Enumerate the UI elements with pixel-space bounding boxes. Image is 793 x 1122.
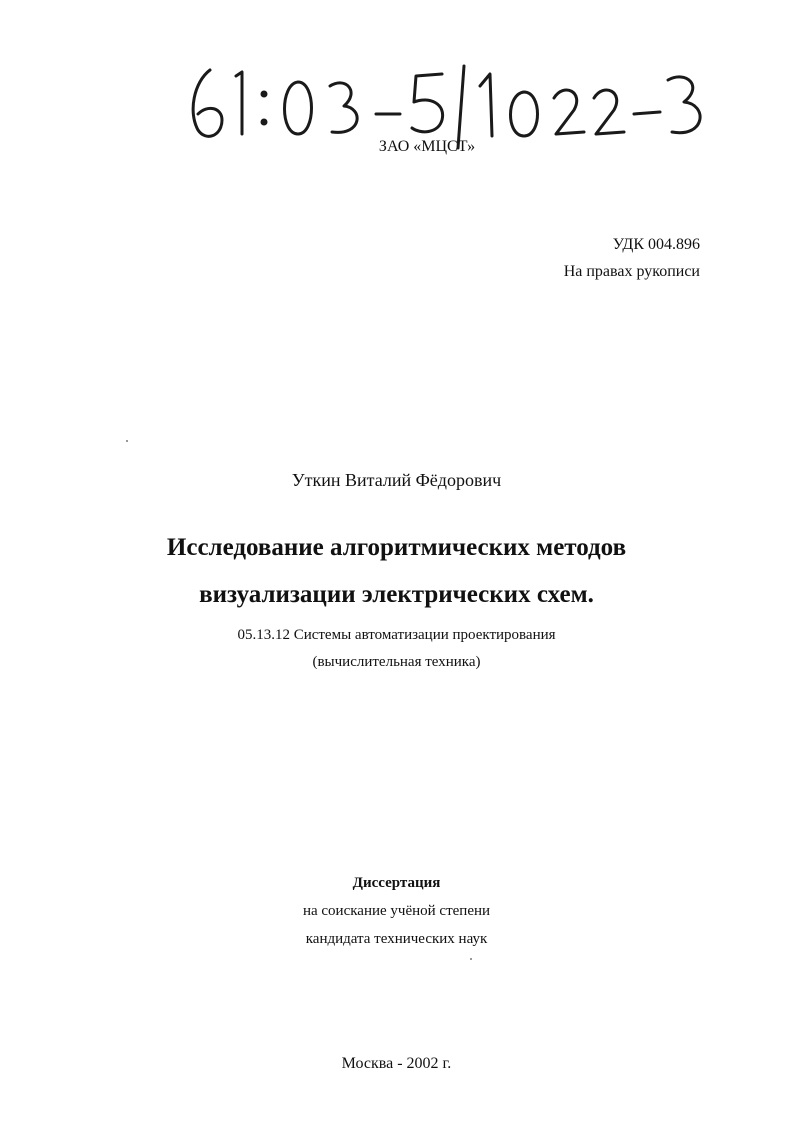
rights-note: На правах рукописи xyxy=(563,263,700,280)
scan-speck xyxy=(470,958,472,960)
document-type: Диссертация xyxy=(352,875,441,891)
author-name: Уткин Виталий Фёдорович xyxy=(291,470,502,490)
scan-speck xyxy=(126,440,128,442)
specialty-line-2: (вычислительная техника) xyxy=(312,654,481,670)
city-year: Москва - 2002 г. xyxy=(341,1055,452,1072)
degree-line-1: на соискание учёной степени xyxy=(302,903,491,919)
title-line-2: визуализации электрических схем. xyxy=(199,581,594,608)
degree-line-2: кандидата технических наук xyxy=(305,931,488,947)
udk-code: УДК 004.896 xyxy=(612,236,700,253)
title-line-1: Исследование алгоритмических методов xyxy=(166,534,627,561)
organization-name: ЗАО «МЦСТ» xyxy=(378,138,476,155)
specialty-line-1: 05.13.12 Системы автоматизации проектирования xyxy=(237,627,556,643)
handwritten-archive-code xyxy=(180,52,720,152)
